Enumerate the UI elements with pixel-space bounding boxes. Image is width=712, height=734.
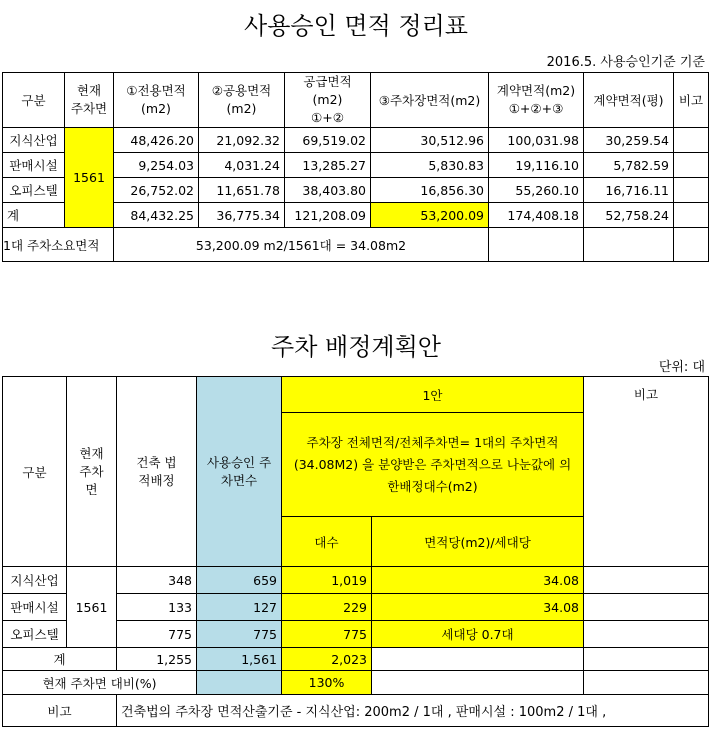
cell-exclusive: 48,426.20 [114, 128, 199, 153]
cell-remarks [674, 178, 709, 203]
col-legal: 건축 법적배정 [117, 377, 197, 567]
cell-parking: 5,830.83 [371, 153, 489, 178]
cell-common: 4,031.24 [199, 153, 285, 178]
cell-count: 229 [282, 594, 372, 621]
col-parking: ③주차장면적(m2) [371, 73, 489, 128]
cell-remarks [584, 567, 709, 594]
cell-legal: 133 [117, 594, 197, 621]
cell-supply: 121,208.09 [285, 203, 371, 228]
cell-common: 36,775.34 [199, 203, 285, 228]
cell-pyeong: 52,758.24 [584, 203, 674, 228]
cell-supply: 13,285.27 [285, 153, 371, 178]
cell-supply: 69,519.02 [285, 128, 371, 153]
col-contract-pyeong: 계약면적(평) [584, 73, 674, 128]
cell-per-area: 34.08 [372, 594, 584, 621]
ratio-row [3, 671, 709, 695]
cell-parking-total: 53,200.09 [371, 203, 489, 228]
header-row [3, 377, 709, 413]
empty-cell [489, 228, 584, 262]
cell-per-area: 세대당 0.7대 [372, 621, 584, 648]
footer-label: 비고 [3, 695, 117, 727]
cell-exclusive: 26,752.02 [114, 178, 199, 203]
cell-legal: 775 [117, 621, 197, 648]
col-remarks: 비고 [674, 73, 709, 128]
allocation-title: 주차 배정계획안 [271, 333, 441, 361]
ratio-label: 현재 주차면 대비(%) [3, 671, 197, 695]
per-car-row [3, 228, 709, 262]
col-remarks: 비고 [584, 377, 709, 567]
empty-cell [584, 648, 709, 671]
cell-contract: 19,116.10 [489, 153, 584, 178]
table-row [3, 567, 709, 594]
total-legal: 1,255 [117, 648, 197, 671]
cell-count: 775 [282, 621, 372, 648]
row-name: 오피스텔 [3, 178, 65, 203]
col-gubun: 구분 [3, 73, 65, 128]
row-name: 지식산업 [3, 567, 67, 594]
cell-parking: 30,512.96 [371, 128, 489, 153]
cell-contract: 55,260.10 [489, 178, 584, 203]
footer-text: 건축법의 주차장 면적산출기준 - 지식산업: 200m2 / 1대 , 판매시설 : 100m2 / 1대 , [117, 695, 709, 727]
row-name: 지식산업 [3, 128, 65, 153]
per-car-label: 1대 주차소요면적 [3, 228, 114, 262]
cell-remarks [584, 594, 709, 621]
empty-cell [584, 228, 674, 262]
cell-legal: 348 [117, 567, 197, 594]
empty-cell [372, 671, 584, 695]
col-supply: 공급면적(m2) ①+② [285, 73, 371, 128]
cell-per-area: 34.08 [372, 567, 584, 594]
ratio-value: 130% [282, 671, 372, 695]
total-count: 2,023 [282, 648, 372, 671]
row-name: 계 [3, 203, 65, 228]
per-car-value: 53,200.09 m2/1561대 = 34.08m2 [114, 228, 489, 262]
cell-remarks [674, 203, 709, 228]
row-name: 오피스텔 [3, 621, 67, 648]
current-spaces: 1561 [67, 567, 117, 648]
empty-cell [674, 228, 709, 262]
summary-title: 사용승인 면적 정리표 [244, 12, 468, 40]
cell-remarks [674, 153, 709, 178]
total-row [3, 648, 709, 671]
cell-supply: 38,403.80 [285, 178, 371, 203]
col-common: ②공용면적 (m2) [199, 73, 285, 128]
cell-approved: 659 [197, 567, 282, 594]
cell-approved: 127 [197, 594, 282, 621]
cell-remarks [674, 128, 709, 153]
cell-pyeong: 30,259.54 [584, 128, 674, 153]
col-contract: 계약면적(m2) ①+②+③ [489, 73, 584, 128]
unit-note: 단위: 대 [658, 360, 705, 375]
row-name: 판매시설 [3, 153, 65, 178]
cell-common: 21,092.32 [199, 128, 285, 153]
cell-contract: 174,408.18 [489, 203, 584, 228]
col-per-area: 면적당(m2)/세대당 [372, 517, 584, 567]
total-label: 계 [3, 648, 117, 671]
cell-contract: 100,031.98 [489, 128, 584, 153]
empty-cell [197, 671, 282, 695]
col-approved: 사용승인 주차면수 [197, 377, 282, 567]
header-row [3, 73, 709, 128]
col-current: 현재 주차면 [65, 73, 114, 128]
cell-approved: 775 [197, 621, 282, 648]
area-summary-table [2, 72, 709, 262]
row-name: 판매시설 [3, 594, 67, 621]
allocation-table [2, 376, 709, 727]
col-gubun: 구분 [3, 377, 67, 567]
cell-count: 1,019 [282, 567, 372, 594]
col-plan1: 1안 [282, 377, 584, 413]
empty-cell [372, 648, 584, 671]
total-approved: 1,561 [197, 648, 282, 671]
cell-remarks [584, 621, 709, 648]
empty-cell [584, 671, 709, 695]
table-row [3, 128, 709, 153]
footer-row [3, 695, 709, 727]
cell-pyeong: 5,782.59 [584, 153, 674, 178]
current-spaces: 1561 [65, 128, 114, 228]
col-count: 대수 [282, 517, 372, 567]
date-note: 2016.5. 사용승인기준 기준 [546, 55, 705, 70]
cell-pyeong: 16,716.11 [584, 178, 674, 203]
col-current: 현재 주차 면 [67, 377, 117, 567]
cell-exclusive: 9,254.03 [114, 153, 199, 178]
col-exclusive: ①전용면적 (m2) [114, 73, 199, 128]
cell-common: 11,651.78 [199, 178, 285, 203]
plan-description: 주차장 전체면적/전체주차면= 1대의 주차면적(34.08M2) 을 분양받은 주차면적으로 나눈값에 의한배정대수(m2) [282, 413, 584, 517]
cell-parking: 16,856.30 [371, 178, 489, 203]
cell-exclusive: 84,432.25 [114, 203, 199, 228]
